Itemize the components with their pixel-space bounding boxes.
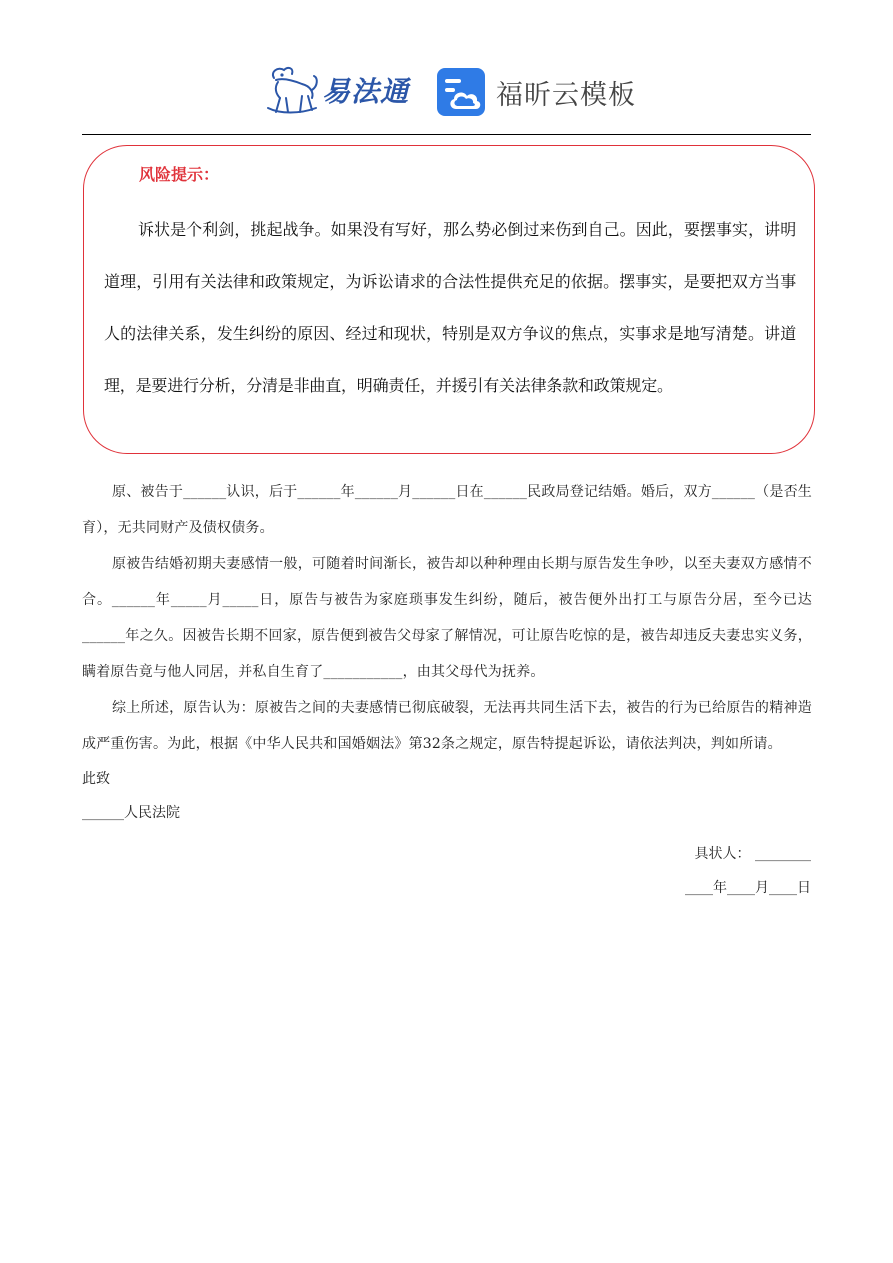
court-name-blank: ______人民法院 [82,805,180,821]
brand-name-yifatong: 易法通 [322,75,410,108]
risk-notice-title: 风险提示： [139,165,220,184]
paragraph-dispute-facts: 原被告结婚初期夫妻感情一般，可随着时间渐长，被告却以种种理由长期与原告发生争吵，以至夫妻双方感情不合。______年_____月_____日，原告与被告为家庭琐事发生纠纷，随后，被告便外出打工与原告分居，至今已达______年之久。因被告长期不回家，原告便到被告父母家了解情况，可让原告吃惊的是，被告却违反夫妻忠实义务，瞒着原告竟与他人同居，并私自生育了___________，由其父母代为抚养。 [82,556,812,680]
paragraph-conclusion: 综上所述，原告认为：原被告之间的夫妻感情已彻底破裂，无法再共同生活下去，被告的行为已给原告的精神造成严重伤害。为此，根据《中华人民共和国婚姻法》第32条之规定，原告特提起诉讼，请依法判决，判如所请。 [82,700,812,752]
paragraph-marriage-facts: 原、被告于______认识，后于______年______月______日在______民政局登记结婚。婚后，双方______（是否生育），无共同财产及债权债务。 [82,484,812,536]
header-divider [82,134,811,135]
brand-name-foxit-template: 福昕云模板 [496,79,636,111]
signer-line: 具状人： ________ [694,846,811,862]
yifatong-logo [262,62,409,118]
risk-notice-box [83,145,815,454]
foxit-cloud-template-logo [436,66,636,118]
risk-notice-body: 诉状是个利剑，挑起战争。如果没有写好，那么势必倒过来伤到自己。因此，要摆事实，讲明道理，引用有关法律和政策规定，为诉讼请求的合法性提供充足的依据。摆事实，是要把双方当事人的法律关系，发生纠纷的原因、经过和现状，特别是双方争议的焦点，实事求是地写清楚。讲道理，是要进行分析，分清是非曲直，明确责任，并援引有关法律条款和政策规定。 [104,220,796,395]
complaint-body [82,474,812,830]
qilin-logo-icon [262,64,320,116]
foxit-cloud-logo-icon [436,67,486,117]
salutation: 此致 [82,771,110,787]
header [0,58,893,122]
date-line: ____年____月____日 [685,880,811,896]
